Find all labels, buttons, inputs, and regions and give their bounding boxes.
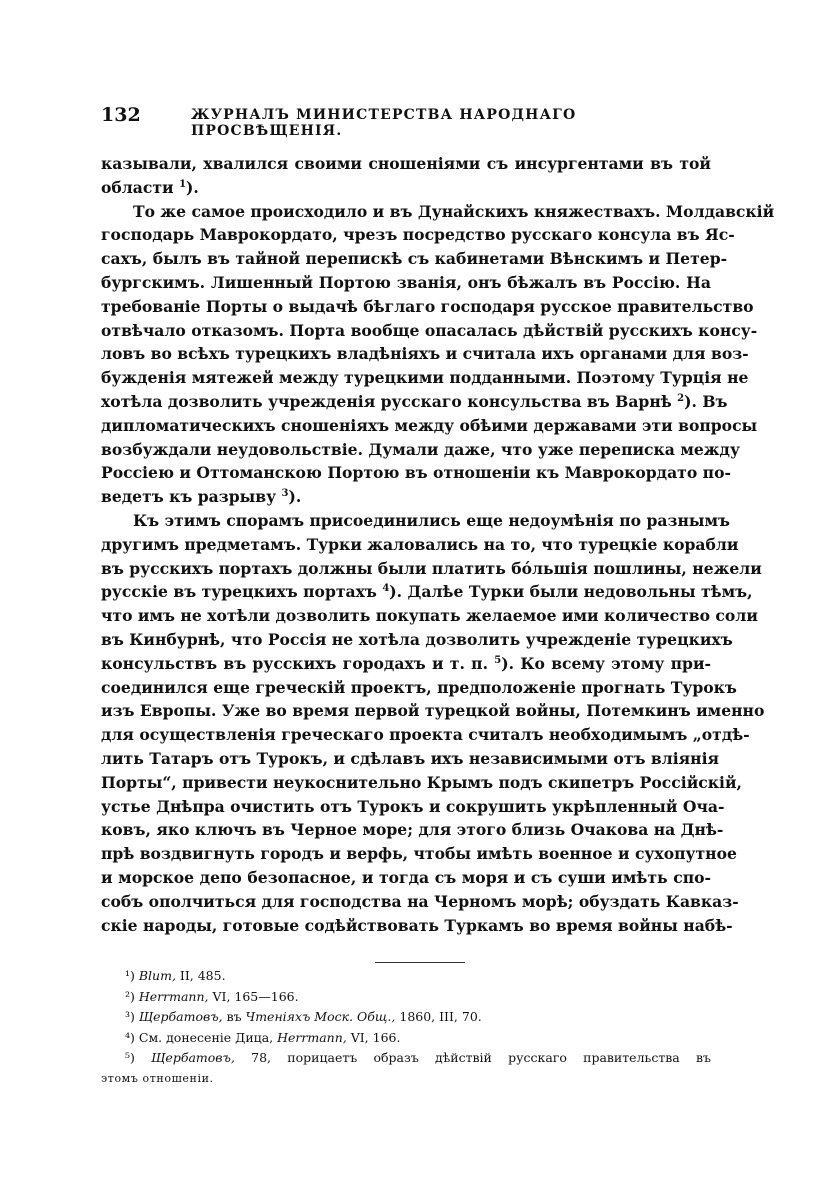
footnote-ref: 4 [382, 583, 390, 595]
footnote-ref: 3 [281, 487, 289, 499]
text-line: казывали, хвалился своими сношеніями съ инсургентами въ той [101, 154, 711, 173]
text-line: ковъ, яко ключъ въ Черное море; для этого близь Очакова на Днѣ- [101, 820, 724, 840]
text-line: собъ ополчиться для господства на Черномъ морѣ; обуздать Кавказ- [101, 891, 739, 911]
text-line: соединился еще греческій проектъ, предположеніе прогнать Турокъ [101, 677, 737, 697]
text-line: скіе народы, готовые содѣйствовать Туркамъ во время войны набѣ- [101, 915, 733, 935]
paragraph-start: То же самое происходило и въ Дунайскихъ княжествахъ. Молдавскій [133, 201, 775, 221]
text-line: Порты“, привести неукоснительно Крымъ подъ скипетръ Россійскій, [101, 772, 742, 792]
text-line: бургскимъ. Лишенный Портою званія, онъ бѣжалъ въ Россію. На [101, 272, 711, 292]
text-line: въ Кинбурнѣ, что Россія не хотѣла дозволить учрежденіе турецкихъ [101, 629, 733, 649]
text-line: изъ Европы. Уже во время первой турецкой войны, Потемкинъ именно [101, 701, 765, 721]
text-line: дипломатическихъ сношеніяхъ между обѣими державами эти вопросы [101, 415, 758, 435]
text-line: консульствъ въ русскихъ городахъ и т. п. $^5$). Ко всему этому при- [101, 653, 711, 673]
text-line: бужденія мятежей между турецкими подданными. Поэтому Турція не [101, 368, 749, 388]
text-line: и морское депо безопасное, и тогда съ моря и съ суши имѣть спо- [101, 867, 711, 887]
text-line: что имъ не хотѣли дозволить покупать желаемое ими количество соли [101, 606, 758, 626]
text-line: отвѣчало отказомъ. Порта вообще опасалась дѣйствій русскихъ консу- [101, 320, 758, 340]
footnote-ref: 1 [179, 178, 187, 190]
footnote-ref: 2 [677, 392, 685, 404]
text-line: для осуществленія греческаго проекта считалъ необходимымъ „отдѣ- [101, 725, 750, 745]
text-line: сахъ, былъ въ тайной перепискѣ съ кабинетами Вѣнскимъ и Петер- [101, 249, 728, 269]
footnote: ⁴) См. донесеніе Дица, Herrmann, VI, 166. [125, 1029, 401, 1045]
text-line: Россіею и Оттоманскою Портою въ отношеніи къ Маврокордато по- [101, 463, 731, 483]
text-line: господарь Маврокордато, чрезъ посредство русскаго консула въ Яс- [101, 225, 735, 245]
text-line: русскіе въ турецкихъ портахъ $^4$). Далѣе Турки были недовольны тѣмъ, [101, 582, 753, 602]
footnote-divider [375, 962, 465, 963]
running-title: ЖУРНАЛЪ МИНИСТЕРСТВА НАРОДНАГО ПРОСВѢЩЕНІЯ. [191, 107, 577, 139]
footnotes [101, 966, 711, 1089]
text-line: въ русскихъ портахъ должны были платить бо́льшія пошлины, нежели [101, 558, 762, 578]
page-number: 132 [101, 104, 141, 126]
text-line: области $^1$). [101, 177, 199, 197]
text-line: лить Татаръ отъ Турокъ, и сдѣлавъ ихъ независимыми отъ вліянія [101, 748, 720, 768]
footnote-continuation: этомъ отношеніи. [101, 1071, 214, 1085]
text-line: прѣ воздвигнуть городъ и верфь, чтобы имѣть военное и сухопутное [101, 844, 737, 864]
footnote-ref: 5 [494, 654, 502, 666]
paragraph-start: Къ этимъ спорамъ присоединились еще недоумѣнія по разнымъ [133, 510, 731, 530]
text-line: возбуждали неудовольствіе. Думали даже, что уже переписка между [101, 439, 740, 459]
text-line: ловъ во всѣхъ турецкихъ владѣніяхъ и считала ихъ органами для воз- [101, 344, 749, 364]
text-line: устье Днѣпра очистить отъ Турокъ и сокрушить укрѣпленный Оча- [101, 796, 725, 816]
footnote: ⁵) Щербатовъ, 78, порицаетъ образъ дѣйствій русскаго правительства въ [125, 1050, 711, 1065]
text-line: ведетъ къ разрыву $^3$). [101, 487, 302, 507]
page-header [101, 104, 711, 139]
text-line: другимъ предметамъ. Турки жаловались на то, что турецкіе корабли [101, 534, 739, 554]
footnote: ³) Щербатовъ, въ Чтеніяхъ Моск. Общ., 1860, III, 70. [125, 1009, 482, 1024]
text-line: требованіе Порты о выдачѣ бѣглаго господаря русское правительство [101, 296, 754, 316]
main-text [101, 152, 775, 937]
footnote: ²) Herrmann, VI, 165—166. [125, 988, 299, 1004]
text-line: хотѣла дозволить учрежденія русскаго консульства въ Варнѣ $^2$). Въ [101, 391, 728, 411]
footnote: ¹) Blum, II, 485. [125, 968, 226, 983]
